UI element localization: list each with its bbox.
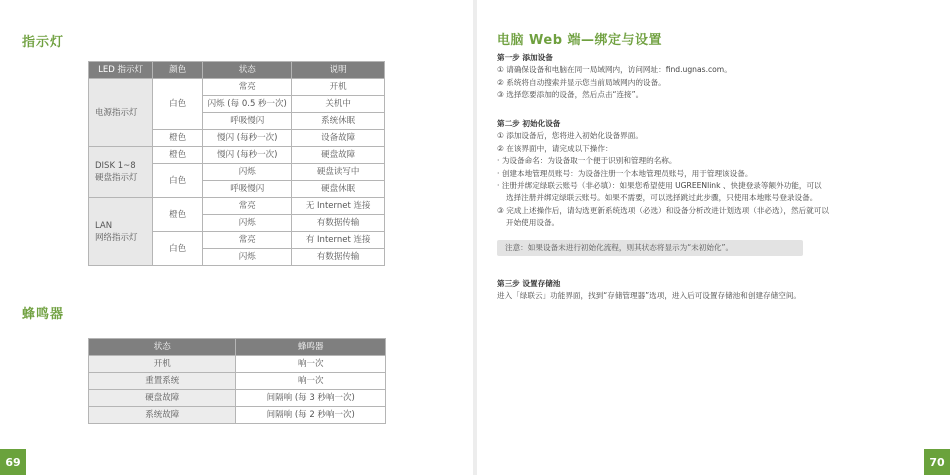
state-cell: 常亮 [203,198,292,215]
col-header-color: 颜色 [153,62,203,79]
table-row [89,390,386,407]
led-name-lan: LAN 网络指示灯 [89,198,153,266]
right-page [477,0,950,475]
desc-cell: 有 Internet 连接 [292,232,385,249]
step1-line: ① 请确保设备和电脑在同一局域网内，访问网址：find.ugnas.com。 [497,65,732,75]
color-cell: 橙色 [153,198,203,232]
page-number: 70 [924,449,950,475]
desc-cell: 关机中 [292,96,385,113]
step2-line: 选择注册并绑定绿联云账号。如果不需要，可以选择跳过此步骤，只使用本地账号登录设备。 [506,193,818,203]
step2-line: · 注册并绑定绿联云账号（非必填）：如果您希望使用 UGREENlink 、快捷登录等额外功能，可以 [497,181,822,191]
step2-section [497,118,937,230]
state-cell: 重置系统 [89,373,236,390]
buzzer-cell: 间隔响 (每 2 秒响一次) [236,407,386,424]
table-row [89,356,386,373]
col-header-desc: 说明 [292,62,385,79]
buzzer-table [88,338,386,424]
step2-line: ③ 完成上述操作后，请勾选更新系统选项（必选）和设备分析改进计划选项（非必选），然后就可以 [497,205,829,215]
col-header-buzzer: 蜂鸣器 [236,339,386,356]
color-cell: 橙色 [153,147,203,164]
table-header-row [89,339,386,356]
step1-heading: 第一步 添加设备 [497,53,553,62]
state-cell: 呼吸慢闪 [203,181,292,198]
state-cell: 硬盘故障 [89,390,236,407]
buzzer-cell: 响一次 [236,373,386,390]
state-cell: 常亮 [203,232,292,249]
step1-line: ③ 选择您要添加的设备，然后点击“连接”。 [497,90,644,100]
state-cell: 慢闪 (每秒一次) [203,130,292,147]
led-indicator-table [88,61,385,266]
state-cell: 闪烁 [203,164,292,181]
step1-line: ② 系统将自动搜索并显示您当前局域网内的设备。 [497,77,666,87]
table-header-row [89,62,385,79]
col-header-state: 状态 [203,62,292,79]
heading-buzzer: 蜂鸣器 [22,307,65,322]
page-number: 69 [0,449,26,475]
state-cell: 呼吸慢闪 [203,113,292,130]
state-cell: 闪烁 [203,249,292,266]
col-header-state: 状态 [89,339,236,356]
buzzer-cell: 响一次 [236,356,386,373]
color-cell: 白色 [153,164,203,198]
desc-cell: 硬盘读写中 [292,164,385,181]
step2-line: ② 在该界面中，请完成以下操作： [497,143,613,153]
step1-section [497,52,937,102]
desc-cell: 设备故障 [292,130,385,147]
buzzer-cell: 间隔响 (每 3 秒响一次) [236,390,386,407]
left-page [0,0,473,475]
color-cell: 白色 [153,79,203,130]
table-row [89,373,386,390]
color-cell: 白色 [153,232,203,266]
step2-line: · 创建本地管理员账号：为设备注册一个本地管理员账号，用于管理该设备。 [497,168,753,178]
desc-cell: 有数据传输 [292,249,385,266]
state-cell: 闪烁 (每 0.5 秒一次) [203,96,292,113]
table-row [89,198,385,215]
state-cell: 系统故障 [89,407,236,424]
led-name-power: 电源指示灯 [89,79,153,147]
desc-cell: 有数据传输 [292,215,385,232]
desc-cell: 系统休眠 [292,113,385,130]
table-row [89,407,386,424]
col-header-led: LED 指示灯 [89,62,153,79]
table-row [89,147,385,164]
led-name-disk: DISK 1~8 硬盘指示灯 [89,147,153,198]
step2-heading: 第二步 初始化设备 [497,119,561,128]
state-cell: 开机 [89,356,236,373]
page-title: 电脑 Web 端—绑定与设置 [497,33,663,48]
state-cell: 闪烁 [203,215,292,232]
step2-line: · 为设备命名：为设备取一个便于识别和管理的名称。 [497,156,677,166]
table-row [89,79,385,96]
step3-heading: 第三步 设置存储池 [497,279,561,288]
desc-cell: 无 Internet 连接 [292,198,385,215]
color-cell: 橙色 [153,130,203,147]
step2-line: ① 添加设备后，您将进入初始化设备界面。 [497,131,643,141]
state-cell: 慢闪 (每秒一次) [203,147,292,164]
step3-section [497,278,937,303]
desc-cell: 硬盘休眠 [292,181,385,198]
initialization-note: 注意：如果设备未进行初始化流程，则其状态将显示为“未初始化”。 [497,240,803,256]
step3-line: 进入「绿联云」功能界面，找到“存储管理器”选项，进入后可设置存储池和创建存储空间。 [497,291,802,301]
step2-line: 开始使用设备。 [506,218,560,228]
heading-indicator-lights: 指示灯 [22,35,65,50]
desc-cell: 硬盘故障 [292,147,385,164]
state-cell: 常亮 [203,79,292,96]
desc-cell: 开机 [292,79,385,96]
